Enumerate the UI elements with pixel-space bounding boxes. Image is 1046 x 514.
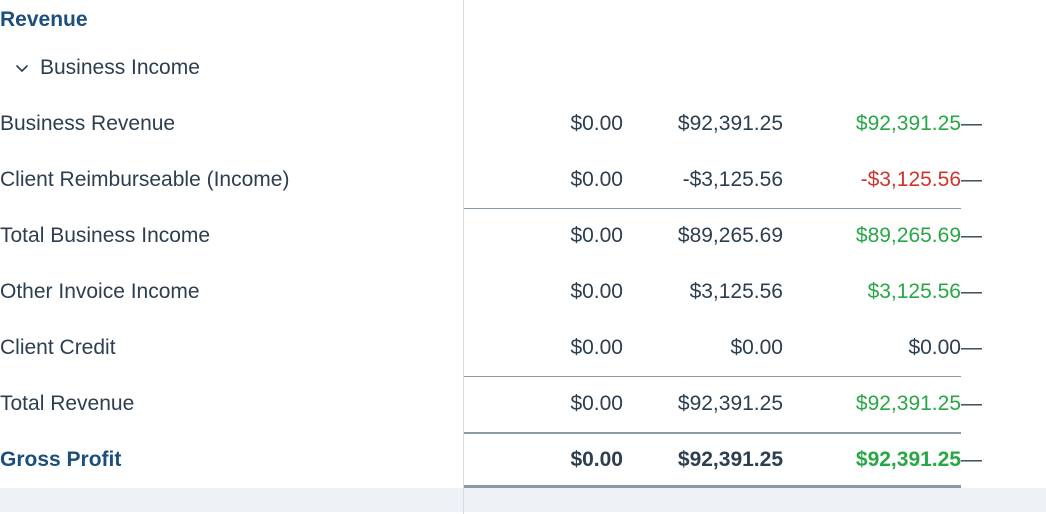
table-row [0, 264, 1046, 320]
row-label-gross-profit: Gross Profit [0, 448, 122, 471]
table-row-next-section [0, 488, 1046, 512]
cell-value: $3,125.56 [867, 280, 961, 303]
group-label-text: Business Income [40, 56, 200, 79]
cell-empty [783, 0, 961, 40]
row-label-total-revenue: Total Revenue [0, 392, 135, 415]
cell-value: — [961, 224, 982, 247]
band-cell [0, 488, 463, 512]
table-row [0, 208, 1046, 264]
cell-value: — [961, 448, 982, 471]
cell-value: $0.00 [908, 336, 961, 359]
cell-value: $0.00 [463, 432, 623, 488]
table-row [0, 96, 1046, 152]
cell-empty [623, 40, 783, 96]
cell-value: — [961, 112, 982, 135]
cell-empty [463, 0, 623, 40]
cell-value: $92,391.25 [855, 112, 961, 135]
table-row [0, 0, 1046, 40]
cell-value: $3,125.56 [689, 280, 783, 303]
cell-value: $0.00 [570, 280, 623, 303]
row-label-client-reimburseable: Client Reimburseable (Income) [0, 168, 290, 191]
section-heading-revenue: Revenue [0, 8, 88, 31]
cell-value: $89,265.69 [783, 208, 961, 264]
cell-value: — [961, 280, 982, 303]
group-row-business-income[interactable] [0, 40, 463, 96]
cell-value: $92,391.25 [623, 432, 783, 488]
cell-value: -$3,125.56 [860, 168, 961, 191]
cell-value: $92,391.25 [783, 376, 961, 432]
row-label-client-credit: Client Credit [0, 336, 116, 359]
band-cell [623, 488, 783, 512]
band-cell [463, 488, 623, 512]
cell-value: $92,391.25 [783, 432, 961, 488]
cell-value: — [961, 392, 982, 415]
cell-value: $92,391.25 [623, 376, 783, 432]
table-row[interactable] [0, 40, 1046, 96]
cell-value: -$3,125.56 [682, 168, 783, 191]
cell-value: $0.00 [570, 112, 623, 135]
cell-value: $89,265.69 [623, 208, 783, 264]
cell-value: $0.00 [570, 336, 623, 359]
row-label-other-invoice-income: Other Invoice Income [0, 280, 200, 303]
cell-empty [961, 0, 1046, 40]
cell-value: $92,391.25 [677, 112, 783, 135]
table-row [0, 152, 1046, 208]
band-cell [961, 488, 1046, 512]
cell-empty [623, 0, 783, 40]
band-cell [783, 488, 961, 512]
cell-empty [783, 40, 961, 96]
table-row [0, 432, 1046, 488]
cell-empty [463, 40, 623, 96]
cell-value: $0.00 [570, 168, 623, 191]
cell-value: $0.00 [730, 336, 783, 359]
cell-empty [961, 40, 1046, 96]
cell-value: — [961, 336, 982, 359]
table-row [0, 376, 1046, 432]
column-divider [463, 0, 464, 514]
chevron-down-icon[interactable] [14, 60, 30, 76]
cell-value: $0.00 [463, 208, 623, 264]
row-label-business-revenue: Business Revenue [0, 112, 176, 135]
row-label-total-business-income: Total Business Income [0, 224, 211, 247]
cell-value: $0.00 [463, 376, 623, 432]
table-row [0, 320, 1046, 376]
cell-value: — [961, 168, 982, 191]
